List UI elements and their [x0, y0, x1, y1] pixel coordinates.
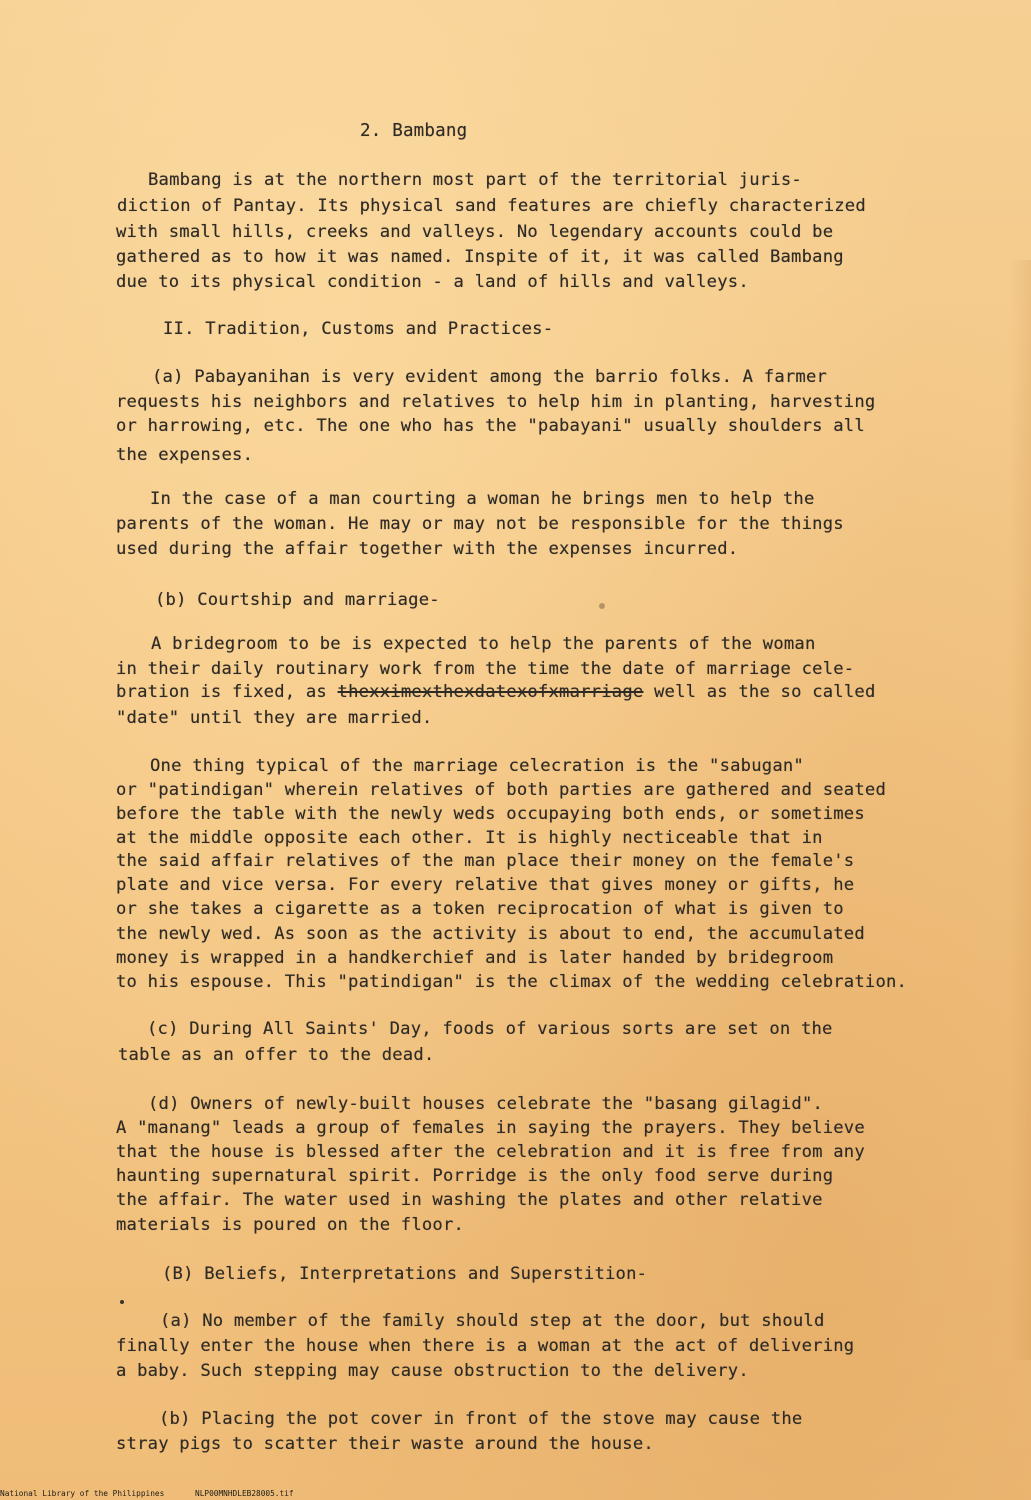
- text-line: with small hills, creeks and valleys. No legendary accounts could be: [116, 222, 834, 242]
- text-line: parents of the woman. He may or may not be responsible for the things: [116, 514, 844, 534]
- text-line: the expenses.: [116, 445, 254, 465]
- ink-mark: [599, 603, 605, 609]
- text-line: the newly wed. As soon as the activity is about to end, the accumulated: [116, 924, 865, 944]
- text-line: before the table with the newly weds occupaying both ends, or sometimes: [116, 804, 865, 824]
- text-line: (d) Owners of newly-built houses celebrate the "basang gilagid".: [148, 1094, 824, 1114]
- text-line: stray pigs to scatter their waste around the house.: [116, 1434, 654, 1454]
- section-heading: (B) Beliefs, Interpretations and Superstition-: [162, 1264, 648, 1284]
- line-fragment: bration is fixed, as: [116, 682, 327, 702]
- text-line: In the case of a man courting a woman he brings men to help the: [150, 489, 815, 509]
- text-line: (a) No member of the family should step at the door, but should: [160, 1311, 825, 1331]
- text-line: money is wrapped in a handkerchief and is later handed by bridegroom: [116, 948, 834, 968]
- text-line: [116, 684, 876, 701]
- document-title: 2. Bambang: [360, 121, 468, 141]
- text-line: at the middle opposite each other. It is highly necticeable that in: [116, 828, 823, 848]
- strikethrough-text: thexximexthexdatexofxmarriage: [337, 682, 644, 702]
- text-line: haunting supernatural spirit. Porridge is the only food serve during: [116, 1166, 834, 1186]
- text-line: A "manang" leads a group of females in saying the prayers. They believe: [116, 1118, 865, 1138]
- text-line: that the house is blessed after the celebration and it is free from any: [116, 1142, 865, 1162]
- footer-institution: National Library of the Philippines: [0, 1489, 165, 1498]
- text-line: used during the affair together with the expenses incurred.: [116, 539, 739, 559]
- text-line: finally enter the house when there is a woman at the act of delivering: [116, 1336, 855, 1356]
- text-line: to his espouse. This "patindigan" is the climax of the wedding celebration.: [116, 972, 908, 992]
- text-line: the affair. The water used in washing the plates and other relative: [116, 1190, 823, 1210]
- text-line: (c) During All Saints' Day, foods of various sorts are set on the: [147, 1019, 833, 1039]
- text-line: (b) Placing the pot cover in front of the stove may cause the: [159, 1409, 803, 1429]
- text-line: table as an offer to the dead.: [118, 1045, 435, 1065]
- section-heading: II. Tradition, Customs and Practices-: [163, 319, 554, 339]
- text-line: requests his neighbors and relatives to help him in planting, harvesting: [116, 392, 876, 412]
- text-line: A bridegroom to be is expected to help the parents of the woman: [151, 634, 816, 654]
- text-line: Bambang is at the northern most part of the territorial juris-: [148, 170, 802, 190]
- text-line: in their daily routinary work from the time the date of marriage cele-: [116, 659, 855, 679]
- text-line: due to its physical condition - a land of hills and valleys.: [116, 272, 749, 292]
- paper-stain: [1009, 260, 1031, 1360]
- text-line: or harrowing, etc. The one who has the "pabayani" usually shoulders all: [116, 416, 865, 436]
- text-line: the said affair relatives of the man place their money on the female's: [116, 851, 855, 871]
- text-line: (a) Pabayanihan is very evident among the barrio folks. A farmer: [152, 367, 828, 387]
- text-line: a baby. Such stepping may cause obstruction to the delivery.: [116, 1361, 749, 1381]
- text-line: diction of Pantay. Its physical sand features are chiefly characterized: [117, 196, 866, 216]
- text-line: gathered as to how it was named. Inspite of it, it was called Bambang: [116, 247, 844, 267]
- text-line: or she takes a cigarette as a token reciprocation of what is given to: [116, 899, 844, 919]
- text-line: One thing typical of the marriage celecration is the "sabugan": [150, 756, 804, 776]
- text-line: materials is poured on the floor.: [116, 1215, 465, 1235]
- archive-footer: [0, 1489, 320, 1498]
- subsection-heading: (b) Courtship and marriage-: [155, 590, 440, 610]
- text-line: plate and vice versa. For every relative that gives money or gifts, he: [116, 875, 855, 895]
- text-line: "date" until they are married.: [116, 708, 433, 728]
- text-line: or "patindigan" wherein relatives of both parties are gathered and seated: [116, 780, 886, 800]
- ink-dot: [120, 1300, 124, 1304]
- footer-filename: NLP00MNHDLEB28005.tif: [195, 1489, 294, 1498]
- line-fragment: well as the so called: [653, 682, 876, 702]
